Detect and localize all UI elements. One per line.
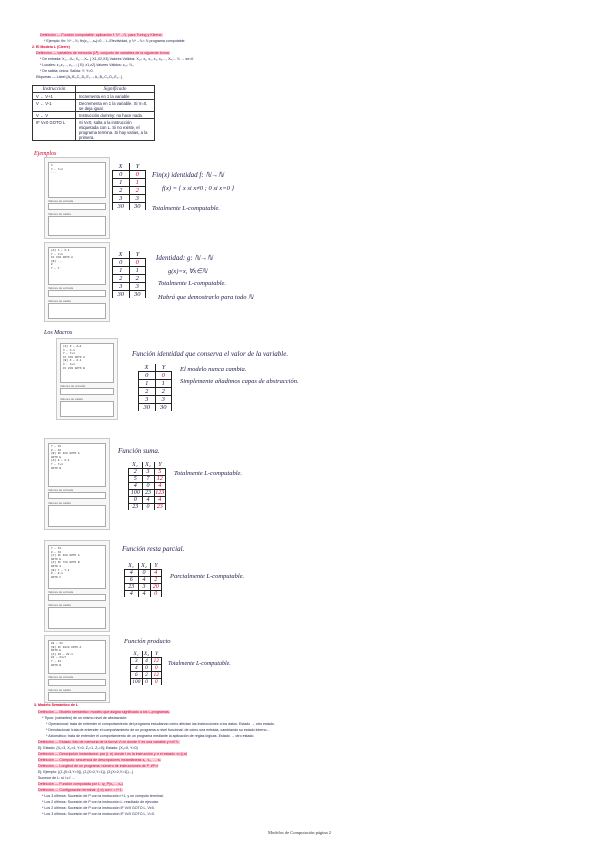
table-header: Y — [151, 651, 162, 658]
bottom-line: * Tipos: (variantes) de un mismo nivel de abstracción: — [42, 716, 128, 720]
table-cell: 1 — [129, 267, 146, 275]
table-cell: 3 — [113, 195, 130, 203]
table-cell: 0 — [142, 483, 154, 490]
table-cell: 0 — [129, 497, 143, 504]
program-screenshot — [44, 157, 110, 239]
value-table — [130, 651, 162, 685]
table-cell: 0 — [142, 665, 151, 672]
input-label: Valores de entrada — [48, 590, 74, 594]
table-cell: 1 — [113, 267, 130, 275]
output-label: Valores de salida — [48, 603, 71, 607]
table-cell: 0 — [113, 171, 130, 179]
bottom-line: Ej: Estado: {X₁=3, X₂=4, Y=0, Z₁=1, Z₂=0}; Estado: {X₁=0, Y=0} — [38, 746, 138, 750]
input-field — [48, 594, 106, 601]
table-header: X₁ — [129, 462, 143, 469]
table-cell: 4 — [138, 591, 150, 598]
table-row — [33, 119, 155, 141]
table-cell: 2 — [129, 275, 146, 283]
program-editor — [60, 343, 114, 383]
value-table — [138, 364, 172, 411]
table-header: X₁ — [125, 563, 139, 570]
bottom-line: Definición — Configuración terminal: (i,σ) con i = ℓ+1. — [38, 788, 123, 792]
table-row — [33, 100, 155, 112]
table-cell: 6 — [125, 577, 139, 584]
table-cell: 4 — [142, 658, 151, 665]
bottom-line: * Los 3 últimos: Sucesión de P con la instrucción i+1, y un cómputo terminal. — [42, 794, 164, 798]
table-cell: 12 — [151, 672, 162, 679]
program-screenshot — [44, 438, 110, 530]
table-cell: 30 — [129, 203, 146, 211]
table-cell: 0 — [142, 504, 154, 511]
program-code: [A] X ← X-1 Y ← Y+1 IF X≠0 GOTO A [B] ... Z Y ← Y — [51, 249, 73, 270]
table-cell: 5 — [129, 476, 143, 483]
table-cell: 0 — [150, 591, 162, 598]
table-cell: 0 — [139, 372, 156, 380]
program-screenshot — [44, 242, 110, 322]
table-header-row — [33, 86, 155, 93]
value-table — [112, 251, 146, 298]
section-heading-examples: Ejemplos — [34, 151, 57, 157]
table-header: X — [113, 163, 130, 171]
table-cell: 2 — [113, 187, 130, 195]
table-cell: 4 — [129, 483, 143, 490]
example-note: Parcialmente L-computable. — [170, 573, 245, 580]
bottom-line: Definición — Función computada por L: ψ_P(x₁,...,xₙ) — [38, 782, 123, 786]
table-cell: 23 — [129, 504, 143, 511]
table-cell: 3 — [139, 396, 156, 404]
table-cell: 30 — [139, 404, 156, 412]
output-label: Valores de salida — [48, 688, 71, 692]
program-editor — [48, 443, 106, 487]
program-code: X Y ← Y+1 ... — [51, 164, 63, 175]
input-field — [48, 290, 106, 297]
table-cell: 2 — [139, 388, 156, 396]
program-editor — [48, 247, 106, 285]
top-line: * Ejemplo: fin: ℕⁿ→ℕ; fin(x₁,...,xₙ)=0 ... L-Efectividad, y ℕⁿ→ℕ= ℕ programa computable. — [44, 39, 186, 43]
table-header: X — [113, 251, 130, 259]
table-cell: 7 — [142, 476, 154, 483]
input-label: Valores de entrada — [48, 286, 74, 290]
output-label: Valores de salida — [48, 212, 71, 216]
program-code: Y ← X1 Z ← X2 [C] IF Z≠0 GOTO A GOTO E [A] IF Y≠0 GOTO B GOTO A [B] Y ← Y-1 Z ← Z-1 GOTO C — [51, 547, 80, 579]
table-cell: IF V≠0 GOTO L — [33, 119, 76, 141]
table-cell: 4 — [142, 497, 154, 504]
section-heading-semantic: 3. Modelo Semántico de L — [34, 703, 79, 707]
table-cell: 3 — [155, 396, 172, 404]
example-formula: f(x) = { x si x≠0 ; 0 si x=0 } — [162, 185, 235, 192]
sub-heading-macros: Los Macros — [44, 330, 73, 336]
input-field — [48, 203, 106, 210]
bottom-line: Definición — Cómputo: secuencia de descripciones instantáneas s₁, s₂, ..., sₖ — [38, 758, 161, 762]
table-header: Y — [150, 563, 162, 570]
table-cell: 2 — [129, 187, 146, 195]
table-header: Y — [129, 251, 146, 259]
table-header: Instrucción — [33, 86, 76, 93]
example-note: El modelo nunca cambia. — [180, 366, 247, 373]
program-code: [A] Z ← Z+1 X ← X-1 Y ← Y+1 IF X≠0 GOTO A [B] Z ← Z-1 X ← X+1 IF Z≠0 GOTO B — [63, 345, 85, 370]
bottom-line: * Operacional: trata de entender el comportamiento del programa estudiando cómo afectan las instrucciones a los datos. Estado → otro estado. — [46, 722, 275, 726]
table-cell: V ← V-1 — [33, 100, 76, 112]
section-heading-model: 2. El Modelo L (Cierre) — [32, 45, 70, 49]
table-cell: 3 — [142, 469, 154, 476]
example-title: Función identidad que conserva el valor de la variable. — [132, 350, 289, 358]
example-title: Fin(x) identidad f: ℕ→ℕ — [152, 171, 224, 179]
program-code: Y ← X1 Z ← X2 [B] IF Z≠0 GOTO A GOTO E [A] Z ← Z-1 Y ← Y+1 GOTO B — [51, 445, 80, 470]
table-cell: 1 — [139, 380, 156, 388]
table-cell: 1 — [155, 380, 172, 388]
input-label: Valores de entrada — [48, 199, 74, 203]
table-cell: 2 — [150, 577, 162, 584]
bottom-line: Definición — Longitud de un programa: número de instrucciones de P. #P=ℓ — [38, 764, 159, 768]
table-cell: 4 — [154, 497, 166, 504]
table-cell: Si V≠0, salta a la instrucción etiquetada con L. Si no existe, el programa termina. Si hay varias, a la primera. — [76, 119, 155, 141]
output-label: Valores de salida — [48, 299, 71, 303]
example-title: Identidad: g: ℕ→ℕ — [156, 254, 213, 262]
table-cell: 3 — [138, 584, 150, 591]
program-screenshot — [44, 540, 110, 632]
table-cell: 6 — [131, 672, 143, 679]
input-field — [48, 492, 106, 499]
table-cell: 30 — [129, 291, 146, 299]
bottom-line: * Denotacional: trata de entender el comportamiento de un programa a nivel funcional: de cómo una entrada, cambiando su estado interno... — [46, 728, 270, 732]
table-header: X — [139, 364, 156, 372]
table-cell: V ← V — [33, 112, 76, 119]
table-cell: 4 — [125, 570, 139, 577]
bottom-line: * Axiomático: trata de entender el comportamiento de un programa mediante la aplicación de reglas lógicas. Estado → otro estado. — [46, 734, 255, 738]
value-table — [128, 462, 166, 510]
table-cell: 23 — [125, 584, 139, 591]
value-table — [112, 163, 146, 210]
table-cell: 1 — [113, 179, 130, 187]
output-field — [48, 692, 106, 701]
top-line: * De entrada: X₁,..,Xₙ; X₁,...,Xₙ. { X1,X2,X3} Valores Válidos: X₁₀: x₁, x₂, x₃, x₄,..., Xₙ,... ℕ → se=0 — [40, 57, 194, 61]
program-code: Z2 ← X2 [B] IF Z2≠0 GOTO A GOTO E [A] Z2 ← Z2-1 Z1 ← X1+Y Y ← Z1 GOTO B — [51, 642, 82, 667]
program-editor — [48, 545, 106, 589]
output-field — [60, 401, 114, 417]
bottom-line: Ej: Ejemplo: {(1,{X=3,Y=0}), (2,{X=2,Y=1}), (3,{X=2,Y=1})...} — [38, 770, 133, 774]
table-row — [33, 93, 155, 100]
table-cell: V ← V+1 — [33, 93, 76, 100]
input-field — [48, 679, 106, 686]
example-note: Totalmente L-computable. — [158, 280, 227, 287]
table-cell: 0 — [129, 171, 146, 179]
output-label: Valores de salida — [60, 397, 83, 401]
instructions-table — [32, 85, 155, 141]
table-cell: 123 — [155, 490, 165, 496]
table-header: Y — [155, 364, 172, 372]
table-cell: 30 — [113, 291, 130, 299]
table-cell: 0 — [113, 259, 130, 267]
table-cell: 4 — [150, 570, 162, 577]
program-screenshot — [56, 338, 118, 420]
table-cell: 4 — [125, 591, 139, 598]
bottom-line: Definición — Modelo semántico: modelo que asigna significado a los L-programas. — [38, 710, 170, 714]
top-line: * Locales: z₁,z₂..., z₁,...; { Ej: z1,z2} Valores Válidos: z₁₀: ℕ₀ — [40, 63, 134, 67]
table-cell: Incrementa en 1 la variable — [76, 93, 155, 100]
table-header: X₂ — [142, 462, 154, 469]
input-field — [60, 388, 114, 395]
program-screenshot — [44, 635, 110, 703]
table-cell: 12 — [151, 658, 162, 665]
bottom-line: Definición — Descripción instantánea: par (i, σ) donde i es la instrucción y σ el estado: σ=(i,σ) — [38, 752, 188, 756]
program-editor — [48, 640, 106, 674]
output-field — [48, 505, 106, 527]
table-row — [33, 112, 155, 119]
table-cell: 0 — [151, 665, 162, 672]
table-header: Y — [154, 462, 166, 469]
table-cell: 0 — [155, 372, 172, 380]
table-header: X₂ — [138, 563, 150, 570]
table-cell: 0 — [138, 570, 150, 577]
table-cell: 4 — [131, 665, 143, 672]
program-editor — [48, 162, 106, 198]
output-field — [48, 607, 106, 629]
table-cell: 2 — [142, 672, 151, 679]
top-line: Definición — variables de memoria (1ª): conjunto de variables de la siguiente forma: — [36, 51, 170, 55]
table-cell: 3 — [131, 658, 143, 665]
top-line: Definición — Función computable: aplicación f: ℕⁿ→ℕ, para Turing y Kleene. — [40, 33, 163, 37]
table-cell: 0 — [151, 679, 162, 686]
top-line: Etiquetas — Label {A₁,B₁,C₁,D₁,E₁...; A₂,B₂,C₂,D₂,E₂...} — [36, 75, 123, 79]
table-header: Significado — [76, 86, 155, 93]
table-cell: 30 — [113, 203, 130, 211]
table-cell: 3 — [129, 283, 146, 291]
bottom-line: Sucesor de L: si i ≤ ℓ ... — [38, 776, 75, 780]
table-cell: 100 — [129, 490, 143, 497]
table-cell: 23 — [142, 490, 154, 497]
table-cell: 100 — [132, 679, 141, 685]
table-cell: 2 — [129, 469, 143, 476]
value-table — [124, 563, 162, 597]
table-header: X₂ — [143, 651, 150, 657]
example-title: Función suma. — [118, 447, 160, 455]
table-header: X₁ — [131, 651, 143, 658]
input-label: Valores de entrada — [48, 675, 74, 679]
table-cell: 1 — [129, 179, 146, 187]
table-cell: 0 — [129, 259, 146, 267]
bottom-line: * Los 3 últimos: Sucesión de P con la instrucción IF V≠0 GOTO L, V=0. — [42, 812, 156, 816]
table-header: Y — [129, 163, 146, 171]
example-formula: g(x)=x, ∀x∈ℕ — [168, 268, 208, 275]
table-cell: 5 — [154, 469, 166, 476]
example-note: Totalmente L-computable. — [174, 470, 243, 477]
example-title: Función resta parcial. — [122, 545, 185, 553]
table-cell: 2 — [113, 275, 130, 283]
page-footer: Modelos de Computación página 2 — [268, 830, 331, 835]
table-cell: 3 — [129, 195, 146, 203]
table-cell: 30 — [155, 404, 172, 412]
output-label: Valores de salida — [48, 501, 71, 505]
example-note: Totalmente L-computable. — [168, 661, 231, 667]
example-note: Simplemente añadimos capas de abstracción. — [180, 378, 299, 385]
table-cell: 20 — [150, 584, 162, 591]
table-cell: Instrucción dummy: no hace nada. — [76, 112, 155, 119]
bottom-line: * Los 2 últimos: Sucesión de P con la instrucción IF V≠0 GOTO L, V≠0. — [42, 806, 155, 810]
bottom-line: Definición — Estado: foto de memoria de la forma V=m donde V es una variable y m∈ℕ. — [38, 740, 180, 744]
table-cell: 4 — [154, 483, 166, 490]
output-field — [48, 216, 106, 236]
example-note: Totalmente L-computable. — [152, 205, 221, 212]
top-line: * De salida: única: Salida: Y: Y=0. — [40, 69, 94, 73]
table-cell: 3 — [113, 283, 130, 291]
example-title: Función producto — [124, 638, 171, 645]
table-cell: 23 — [154, 504, 166, 511]
output-field — [48, 303, 106, 319]
table-cell: Decrementa en 1 la variable. Si V=0, se deja igual. — [76, 100, 155, 112]
input-label: Valores de entrada — [48, 488, 74, 492]
table-cell: 4 — [138, 577, 150, 584]
example-note: Habrá que demostrarlo para todo ℕ — [158, 294, 254, 301]
input-label: Valores de entrada — [60, 384, 86, 388]
bottom-line: * Los 2 últimos: Sucesión de P con la instrucción L: resultado de ejecutar. — [42, 800, 159, 804]
table-cell: 12 — [154, 476, 166, 483]
table-cell: 2 — [155, 388, 172, 396]
table-cell: 0 — [142, 679, 151, 686]
